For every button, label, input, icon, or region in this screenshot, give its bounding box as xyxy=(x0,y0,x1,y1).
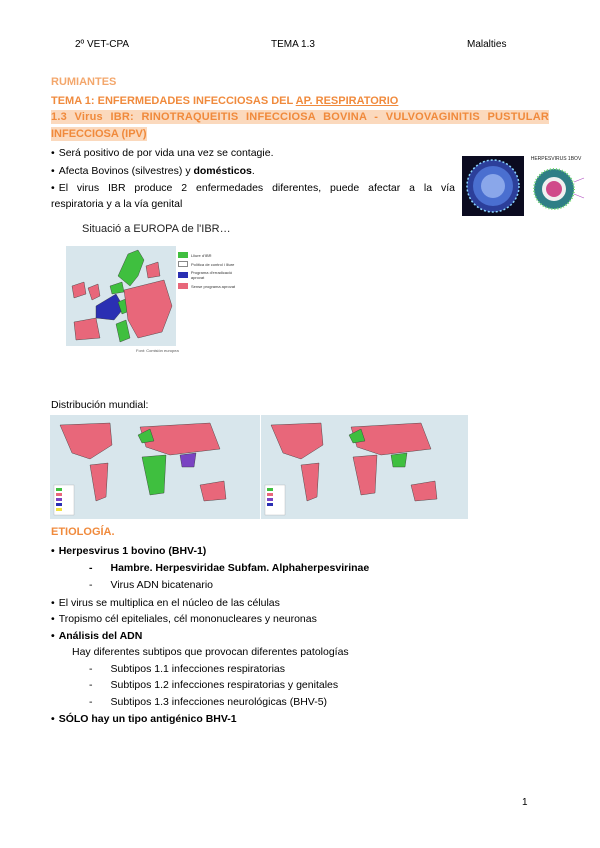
europe-map-svg xyxy=(66,246,176,346)
intro-bullet-3: • El virus IBR produce 2 enfermedades diferentes, puede afectar a la vía xyxy=(51,181,455,195)
legend-swatch-green xyxy=(178,252,188,258)
subtopic-title-line1: 1.3 Virus IBR: RINOTRAQUEITIS INFECCIOSA BOVINA - VULVOVAGINITIS PUSTULAR xyxy=(51,111,549,123)
etiologia-subtype-2: - Subtipos 1.2 infecciones respiratorias y genitales xyxy=(89,679,339,691)
legend-swatch-blue xyxy=(178,272,188,278)
etiologia-heading: ETIOLOGÍA. xyxy=(51,526,115,538)
topic-link[interactable]: AP. RESPIRATORIO xyxy=(295,95,399,107)
header-left: 2º VET-CPA xyxy=(75,39,130,50)
legend-swatch-pink xyxy=(178,283,188,289)
virus-micrograph-svg xyxy=(462,156,524,216)
virus-diagram-svg xyxy=(526,162,586,214)
virus-diagram xyxy=(526,156,586,216)
etiologia-bullet-1: • Herpesvirus 1 bovino (BHV-1) xyxy=(51,544,206,558)
world-title: Distribución mundial: xyxy=(51,399,149,411)
etiologia-dash-2: - Virus ADN bicatenario xyxy=(89,579,214,591)
virus-micrograph xyxy=(462,156,524,216)
world-map-1 xyxy=(50,415,260,519)
legend-item: Programa d'erradicació aprovat xyxy=(178,270,246,280)
etiologia-bullet-2: • El virus se multiplica en el núcleo de las células xyxy=(51,596,280,610)
etiologia-subtype-3: - Subtipos 1.3 infecciones neurológicas (BHV-5) xyxy=(89,696,328,708)
world-map-1-svg xyxy=(50,415,260,519)
legend-item: Política de control i lliure xyxy=(178,261,246,267)
europe-map-legend xyxy=(178,252,246,289)
intro-bullet-3-cont: respiratoria y a la vía genital xyxy=(51,198,183,210)
etiologia-subtype-1: - Subtipos 1.1 infecciones respiratorias xyxy=(89,663,286,675)
subtopic-title-line2: INFECCIOSA (IPV) xyxy=(51,128,147,140)
europe-map xyxy=(66,246,246,356)
virus-diagram-title: HERPESVIRUS 1BOV xyxy=(530,156,582,162)
etiologia-dash-1: - Hambre. Herpesviridae Subfam. Alphaherpesvirinae xyxy=(89,562,370,574)
etiologia-subtitle: Hay diferentes subtipos que provocan diferentes patologías xyxy=(72,646,349,658)
topic-prefix: TEMA 1: ENFERMEDADES INFECCIOSAS DEL xyxy=(51,95,296,107)
europe-map-title: Situació a EUROPA de l'IBR… xyxy=(82,223,231,235)
etiologia-bullet-5: • SÓLO hay un tipo antigénico BHV-1 xyxy=(51,712,237,726)
etiologia-bullet-3: • Tropismo cél epiteliales, cél mononucleares y neuronas xyxy=(51,612,317,626)
intro-bullet-1: • Será positivo de por vida una vez se contagie. xyxy=(51,146,274,160)
header-right: Malalties xyxy=(467,39,507,50)
legend-swatch-white xyxy=(178,261,188,267)
page-number: 1 xyxy=(522,797,528,808)
legend-item: Sense programa aprovat xyxy=(178,283,246,289)
world-map-2-svg xyxy=(261,415,468,519)
legend-item: Lliure d'IBR xyxy=(178,252,246,258)
section-title: RUMIANTES xyxy=(51,76,117,88)
europe-map-source: Font: Comisión europea xyxy=(136,348,179,353)
world-map-2 xyxy=(261,415,468,519)
header-center: TEMA 1.3 xyxy=(271,39,315,50)
intro-bullet-2: • Afecta Bovinos (silvestres) y domésticos. xyxy=(51,164,255,178)
etiologia-bullet-4: • Análisis del ADN xyxy=(51,629,142,643)
virus-image xyxy=(462,156,586,216)
topic-title xyxy=(51,94,398,108)
